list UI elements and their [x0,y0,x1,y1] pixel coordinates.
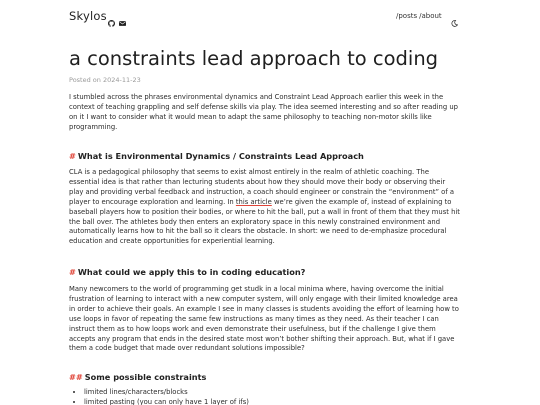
heading-constraints [69,372,206,382]
intro-paragraph: I stumbled across the phrases environmental dynamics and Constraint Lead Approach earlier this week in the context of teaching grappling and self defense skills via play. The idea seemed interesting and so after reading up on it I want to consider what it would mean to adapt the same philosophy to teaching non-motor skills like programming. [69,93,458,131]
header-icons [108,12,126,19]
cla-text-end: we’re given the example of, instead of explaining to baseball players how to position their bodies, or where to hit the ball, put a wall in front of them that they must hit the ball over. The athletes body then enters an exploratory space in this newly constrained environment and automatically learns how to hit the ball so it clears the obstacle. In short: we need to de-emphasize procedural education and create opportunities for experiential learning. [69,197,460,246]
site-title-link[interactable]: Skylos [69,9,107,23]
site-header [0,0,540,34]
heading-anchor[interactable]: # [69,267,76,277]
heading-text: What is Environmental Dynamics / Constraints Lead Approach [77,151,364,161]
post-date: Posted on 2024-11-23 [69,76,141,84]
github-icon[interactable] [108,12,115,19]
cla-paragraph [69,168,461,247]
heading-anchor[interactable]: ## [69,372,83,382]
email-icon[interactable] [119,12,126,19]
heading-coding [69,267,305,277]
list-item: • limited lines/characters/blocks [84,388,464,398]
nav-link-about[interactable]: /about [419,12,442,20]
article-link[interactable]: this article [235,197,272,206]
constraints-list [69,388,464,405]
heading-text: Some possible constraints [84,372,207,382]
post-title: a constraints lead approach to coding [69,47,439,70]
nav-link-posts[interactable]: /posts [396,12,418,20]
cla-text-start: CLA is a pedagogical philosophy that seems to exist almost entirely in the realm of athletic coaching. The essential idea is that rather than lecturing students about how they should move their body or observing their play and providing verbal feedback and instruction, a coach should engineer or constrain the “environment” of a player to encourage exploration and learning. In [69,168,455,206]
heading-cla [69,151,364,161]
main-nav [396,12,442,20]
coding-paragraph: Many newcomers to the world of programming get studk in a local minima where, having overcome the initial frustration of learning to interact with a new computer system, will only engage with their limited knowledge area in order to achieve their goals. An example I see in many classes is students avoiding the effort of learning how to use loops in favor of repeating the same few instructions as many times as they need. As their teacher I can instruct them as to how loops work and even demonstrate their usefulness, but if the challenge I give them accepts any program that ends in the desired state most won’t bother shifting their approach. But, what if I gave them a code budget that made over redundant solutions impossible? [69,285,459,353]
moon-icon[interactable] [451,12,458,19]
heading-text: What could we apply this to in coding education? [77,267,306,277]
list-item: • limited pasting (you can only have 1 layer of ifs) [84,398,464,405]
heading-anchor[interactable]: # [69,151,76,161]
